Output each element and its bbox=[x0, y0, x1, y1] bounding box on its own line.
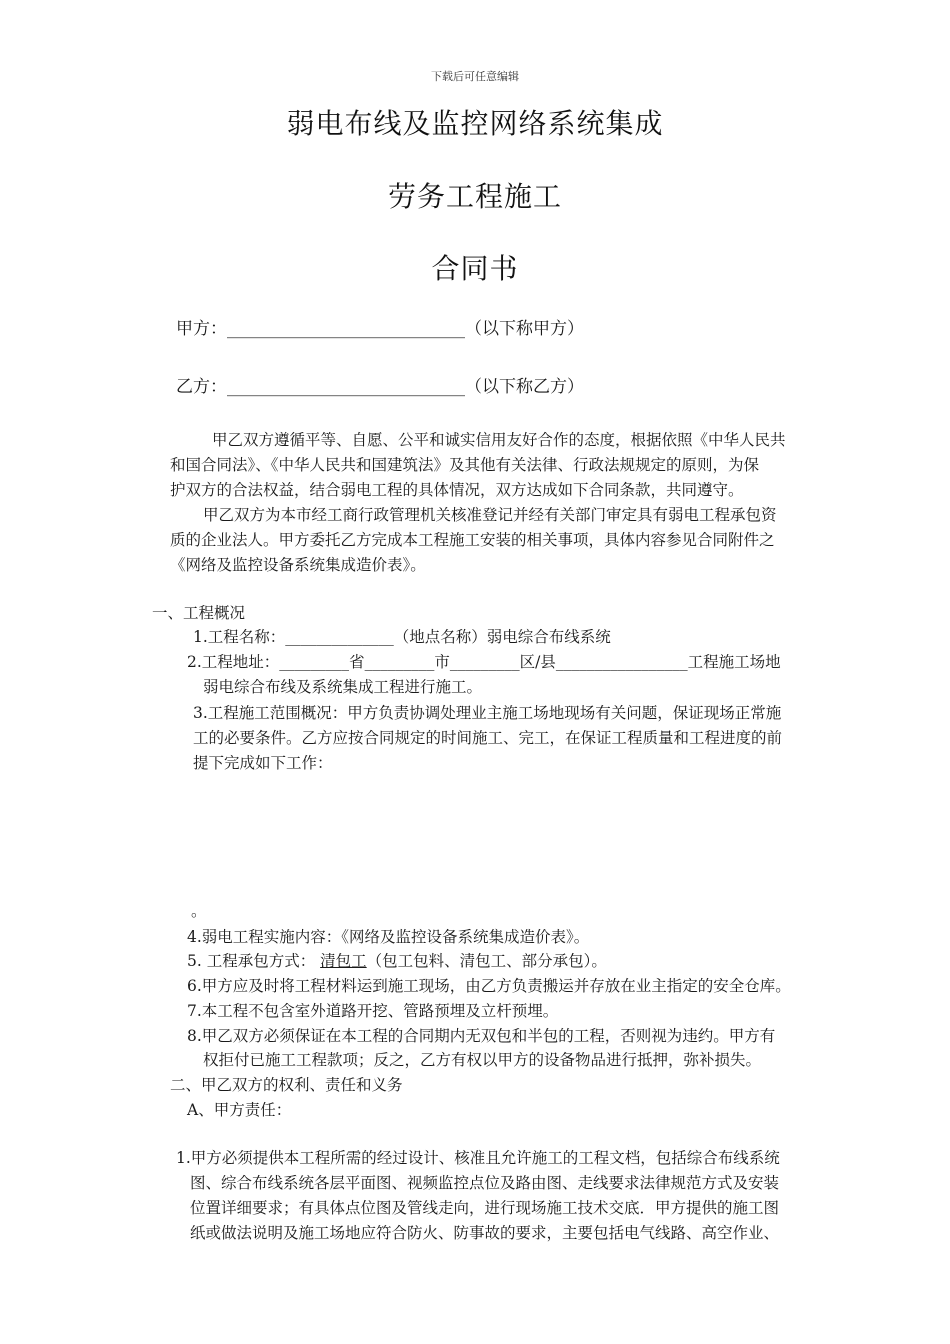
s1-item-2-word-3: 区/县 bbox=[519, 653, 556, 671]
party-a-suffix: （以下称甲方） bbox=[465, 319, 584, 339]
section-2-heading: 二、甲乙双方的权利、责任和义务 bbox=[170, 1076, 403, 1094]
s2-item-1-line-4: 纸或做法说明及施工场地应符合防火、防事故的要求，主要包括电气线路、高空作业、 bbox=[190, 1224, 780, 1242]
s1-item-2-word-4: 工程施工场地 bbox=[687, 653, 781, 671]
s1-item-7: 7.本工程不包含室外道路开挖、管路预埋及立杆预埋。 bbox=[187, 1002, 559, 1020]
s1-item-2 bbox=[187, 652, 781, 672]
s1-item-8-line-2: 权拒付已施工工程款项；反之，乙方有权以甲方的设备物品进行抵押，弥补损失。 bbox=[203, 1051, 762, 1069]
party-b bbox=[176, 372, 584, 397]
s1-item-3-line-1: 3.工程施工范围概况：甲方负责协调处理业主施工场地现场有关问题，保证现场正常施 bbox=[193, 704, 782, 722]
s1-item-5-prefix: 5. 工程承包方式： bbox=[187, 952, 321, 970]
s1-item-1-suffix: （地点名称）弱电综合布线系统 bbox=[393, 628, 611, 646]
intro-line-6: 《网络及监控设备系统集成造价表》。 bbox=[170, 556, 426, 574]
section-1-heading: 一、工程概况 bbox=[152, 604, 246, 622]
title-line-2: 劳务工程施工 bbox=[387, 180, 562, 213]
s1-item-3-line-2: 工的必要条件。乙方应按合同规定的时间施工、完工，在保证工程质量和工程进度的前 bbox=[193, 729, 783, 747]
s1-item-2-blank-4: _________________ bbox=[555, 653, 688, 671]
s1-item-5-suffix: （包工包料、清包工、部分承包）。 bbox=[366, 952, 607, 970]
s1-item-2-word-2: 市 bbox=[434, 653, 450, 671]
intro-line-1: 甲乙双方遵循平等、自愿、公平和诚实信用友好合作的态度，根据依照《中华人民共 bbox=[212, 431, 786, 449]
s1-dot: 。 bbox=[191, 902, 207, 920]
s1-item-3-line-3: 提下完成如下工作： bbox=[193, 754, 333, 772]
page-header: 下载后可任意编辑 bbox=[431, 70, 519, 83]
intro-line-2: 和国合同法》、《中华人民共和国建筑法》及其他有关法律、行政法规规定的原则，为保 bbox=[170, 456, 760, 474]
s1-item-2-blank-1: _________ bbox=[279, 653, 350, 671]
s1-item-6: 6.甲方应及时将工程材料运到施工现场，由乙方负责搬运并存放在业主指定的安全仓库。 bbox=[187, 977, 791, 995]
party-a-blank: ____________________________ bbox=[227, 319, 465, 339]
s2-item-1-line-1: 1.甲方必须提供本工程所需的经过设计、核准且允许施工的工程文档，包括综合布线系统 bbox=[176, 1149, 780, 1167]
s2-item-1-line-3: 位置详细要求；有具体点位图及管线走向，进行现场施工技术交底．甲方提供的施工图 bbox=[190, 1199, 780, 1217]
section-2-sub: A、甲方责任： bbox=[187, 1101, 292, 1119]
s1-item-5-underlined: 清包工 bbox=[320, 952, 367, 970]
s1-item-2-line-2: 弱电综合布线及系统集成工程进行施工。 bbox=[203, 678, 483, 696]
s1-item-2-blank-3: _________ bbox=[449, 653, 520, 671]
s1-item-1-prefix: 1.工程名称： bbox=[193, 628, 286, 646]
intro-line-4: 甲乙双方为本市经工商行政管理机关核准登记并经有关部门审定具有弱电工程承包资 bbox=[203, 506, 777, 524]
s1-item-8-line-1: 8.甲乙双方必须保证在本工程的合同期内无双包和半包的工程，否则视为违约。甲方有 bbox=[187, 1027, 776, 1045]
s1-item-5 bbox=[187, 951, 607, 971]
party-b-label: 乙方： bbox=[176, 377, 227, 397]
s1-item-2-blank-2: _________ bbox=[364, 653, 435, 671]
s1-item-1 bbox=[193, 627, 611, 647]
s1-item-2-word-1: 省 bbox=[349, 653, 365, 671]
s2-item-1-line-2: 图、综合布线系统各层平面图、视频监控点位及路由图、走线要求法律规范方式及安装 bbox=[190, 1174, 780, 1192]
intro-line-3: 护双方的合法权益，结合弱电工程的具体情况，双方达成如下合同条款，共同遵守。 bbox=[170, 481, 744, 499]
party-b-blank: ____________________________ bbox=[227, 377, 465, 397]
title-line-3: 合同书 bbox=[431, 252, 519, 285]
title-line-1: 弱电布线及监控网络系统集成 bbox=[286, 107, 664, 140]
s1-item-4: 4.弱电工程实施内容：《网络及监控设备系统集成造价表》。 bbox=[187, 928, 590, 946]
party-a bbox=[176, 314, 584, 339]
s1-item-1-blank: ______________ bbox=[285, 628, 394, 646]
intro-line-5: 质的企业法人。甲方委托乙方完成本工程施工安装的相关事项，具体内容参见合同附件之 bbox=[170, 531, 775, 549]
party-a-label: 甲方： bbox=[176, 319, 227, 339]
party-b-suffix: （以下称乙方） bbox=[465, 377, 584, 397]
s1-item-2-prefix: 2.工程地址： bbox=[187, 653, 280, 671]
